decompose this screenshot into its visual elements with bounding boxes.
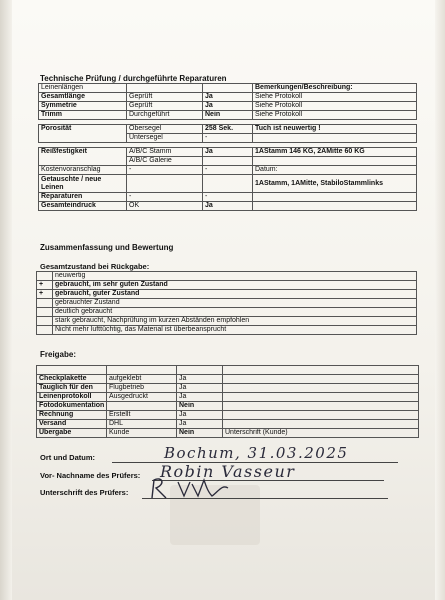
table-row: Checkplakette aufgeklebt Ja <box>37 375 419 384</box>
table-row: Tauglich für den Flugbetrieb Ja <box>37 384 419 393</box>
technical-table <box>38 83 417 211</box>
table-row: Trimm Durchgeführt Nein Siehe Protokoll <box>39 111 417 120</box>
table-row: Gesamteindruck OK Ja <box>39 202 417 211</box>
table-row: Reparaturen - - <box>39 193 417 202</box>
table-row: Kostenvoranschlag - - Datum: <box>39 166 417 175</box>
table-header-row <box>39 84 417 93</box>
section-title-release: Freigabe: <box>40 350 77 359</box>
table-row: Fotodokumentation Nein <box>37 402 419 411</box>
place-date-label: Ort und Datum: <box>40 453 95 462</box>
section-title-summary: Zusammenfassung und Bewertung <box>40 243 174 252</box>
table-row: Symmetrie Geprüft Ja Siehe Protokoll <box>39 102 417 111</box>
section-title-technical: Technische Prüfung / durchgeführte Reparaturen <box>40 74 227 83</box>
table-row: Porosität Obersegel 258 Sek. Tuch ist neuwertig ! <box>39 125 417 134</box>
page-shadow-left <box>0 0 12 600</box>
signature-label: Unterschrift des Prüfers: <box>40 488 129 497</box>
table-row: A/B/C Galerie <box>39 157 417 166</box>
table-row: Gesamtlänge Geprüft Ja Siehe Protokoll <box>39 93 417 102</box>
list-item: deutlich gebraucht <box>37 308 417 317</box>
list-item: neuwertig <box>37 272 417 281</box>
header-left: Leinenlängen <box>39 84 127 93</box>
table-row: Leinenprotokoll Ausgedruckt Ja <box>37 393 419 402</box>
list-item: + gebraucht, guter Zustand <box>37 290 417 299</box>
table-row: Übergabe Kunde Nein Unterschrift (Kunde) <box>37 429 419 438</box>
signature-scribble <box>148 474 238 504</box>
summary-subtitle: Gesamtzustand bei Rückgabe: <box>40 262 150 271</box>
condition-table <box>36 271 417 335</box>
table-row: Getauschte / neue Leinen 1AStamm, 1AMitte, StabiloStammlinks <box>39 175 417 193</box>
examiner-name-label: Vor- Nachname des Prüfers: <box>40 471 141 480</box>
release-table <box>36 365 419 438</box>
table-row: Reißfestigkeit A/B/C Stamm Ja 1AStamm 146 KG, 2AMitte 60 KG <box>39 148 417 157</box>
list-item: + gebraucht, im sehr guten Zustand <box>37 281 417 290</box>
place-date-handwriting: Bochum, 31.03.2025 <box>164 444 349 462</box>
table-row: Versand DHL Ja <box>37 420 419 429</box>
header-right: Bemerkungen/Beschreibung: <box>253 84 417 93</box>
table-row: Untersegel - <box>39 134 417 143</box>
page-shadow-right <box>435 0 445 600</box>
list-item: stark gebraucht, Nachprüfung im kurzen Abständen empfohlen <box>37 317 417 326</box>
list-item: gebrauchter Zustand <box>37 299 417 308</box>
examiner-name-handwriting: Robin Vasseur <box>160 462 296 481</box>
table-row: Rechnung Erstellt Ja <box>37 411 419 420</box>
spacer-row <box>37 366 419 375</box>
list-item: Nicht mehr lufttüchtig, das Material ist überbeansprucht <box>37 326 417 335</box>
